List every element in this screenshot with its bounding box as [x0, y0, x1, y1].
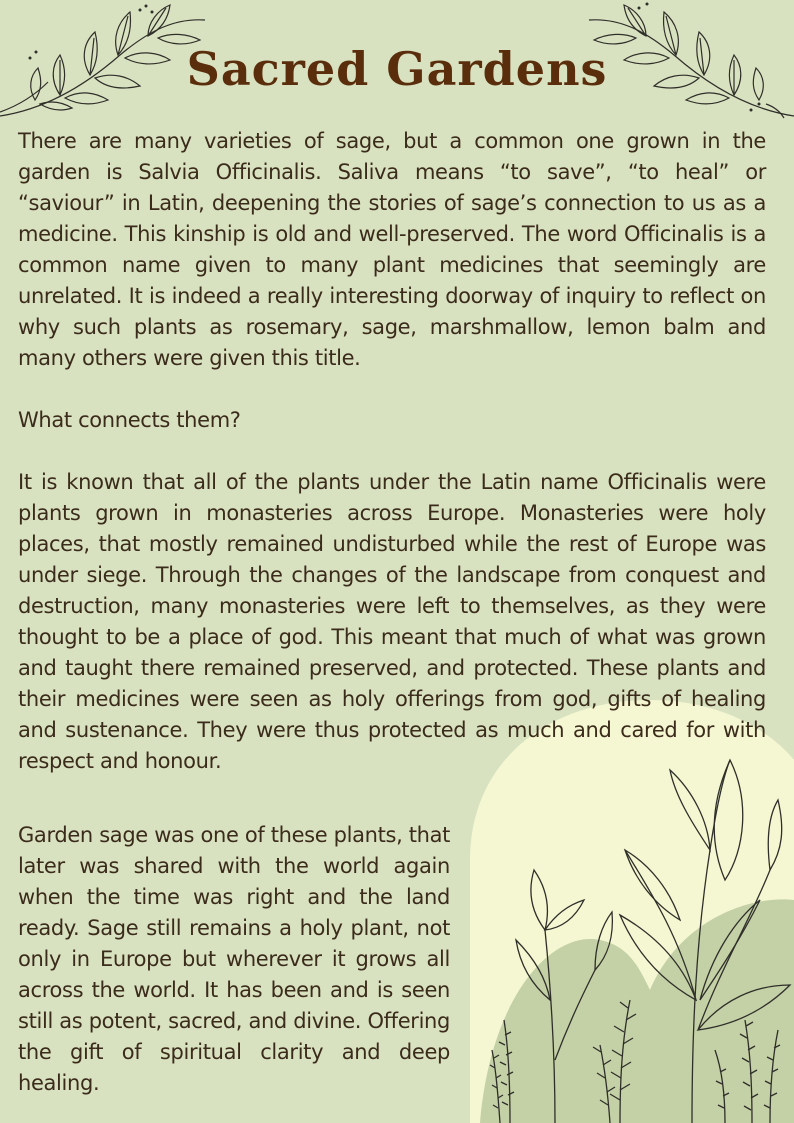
intro-paragraph: There are many varieties of sage, but a common one grown in the garden is Salvia Officinalis. Saliva means “to save”, “to heal” or “saviour” in Latin, deepening the stories of sage’s connection to us as a medicine. This kinship is old and well-preserved. The word Officinalis is a common name given to many plant medicines that seemingly are unrelated. It is indeed a really interesting doorway of inquiry to reflect on why such plants as rosemary, sage, marshmallow, lemon balm and many others were given this title. [18, 129, 766, 370]
page-title: Sacred Gardens [186, 42, 608, 96]
garden-sage-paragraph: Garden sage was one of these plants, that later was shared with the world again when the time was right and the land ready. Sage still remains a holy plant, not only in Europe but wherever it grows all across the world. It has been and is seen still as potent, sacred, and divine. Offering the gift of spiritual clarity and deep healing. [18, 823, 450, 1095]
monasteries-paragraph: It is known that all of the plants under the Latin name Officinalis were plants grown in monasteries across Europe. Monasteries were holy places, that mostly remained undisturbed while the rest of Europe was under siege. Through the changes of the landscape from conquest and destruction, many monasteries were left to themselves, as they were thought to be a place of god. This meant that much of what was grown and taught there remained preserved, and protected. These plants and their medicines were seen as holy offerings from god, gifts of healing and sustenance. They were thus protected as much and cared for with respect and honour. [18, 470, 766, 773]
question-paragraph: What connects them? [18, 408, 241, 432]
